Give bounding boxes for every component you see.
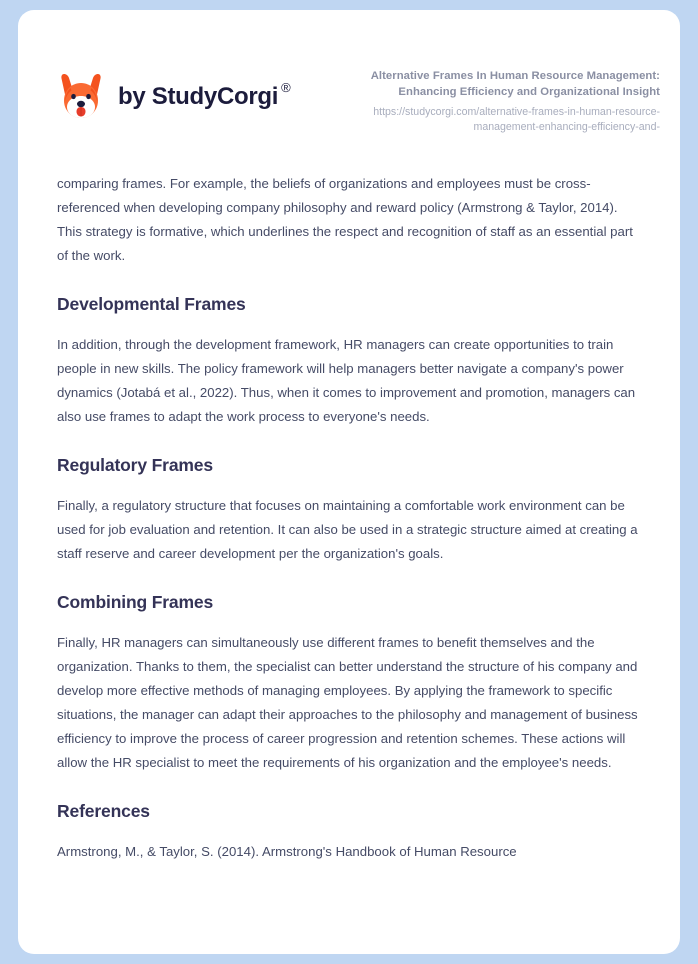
section-combining-frames [57,592,639,775]
document-body [18,172,680,864]
section-paragraph: Finally, a regulatory structure that focuses on maintaining a comfortable work environment can be used for job evaluation and retention. It can also be used in a strategic structure aimed at creating a staff reserve and career development per the organization's goals. [57,497,638,561]
references-heading: References [57,801,150,822]
section-developmental-frames [57,294,639,429]
reference-item: Armstrong, M., & Taylor, S. (2014). Armstrong's Handbook of Human Resource [57,844,517,860]
section-regulatory-frames [57,455,639,566]
section-paragraph: In addition, through the development framework, HR managers can create opportunities to train people in new skills. The policy framework will help managers better navigate a company's power dynamics (Jotabá et al., 2022). Thus, when it comes to improvement and promotion, managers can also use frames to adapt the work process to everyone's needs. [57,336,636,424]
brand-logo-group [57,60,290,122]
section-paragraph: Finally, HR managers can simultaneously use different frames to benefit themselves and the organization. Thanks to them, the specialist can better understand the structure of his company and develop more effective methods of managing employees. By applying the framework to specific situations, the manager can adapt their approaches to the philosophy and management of business efficiency to improve the process of career progression and retention schemes. These actions will allow the HR specialist to meet the requirements of his organization and the employee's needs. [57,634,638,771]
document-page [18,10,680,954]
section-references [57,801,639,864]
intro-paragraph: comparing frames. For example, the beliefs of organizations and employees must be cross-referenced when developing company philosophy and reward policy (Armstrong & Taylor, 2014). This strategy is formative, which underlines the respect and recognition of staff as an essential part of the work. [57,175,633,263]
section-heading: Developmental Frames [57,293,246,314]
section-heading: Regulatory Frames [57,454,213,475]
section-heading: Combining Frames [57,591,214,612]
brand-wordmark [118,80,291,111]
header-source-url[interactable]: https://studycorgi.com/alternative-frames-in-human-resource-management-enhancing-efficiency-and- [373,106,660,134]
corgi-mascot-icon [57,72,105,122]
header-meta [330,60,660,136]
brand-wordmark-text: by StudyCorgi [118,83,279,110]
header-document-title: Alternative Frames In Human Resource Management: Enhancing Efficiency and Organizational Insight [370,70,660,99]
registered-trademark-icon: ® [281,80,291,95]
document-header [18,10,680,136]
